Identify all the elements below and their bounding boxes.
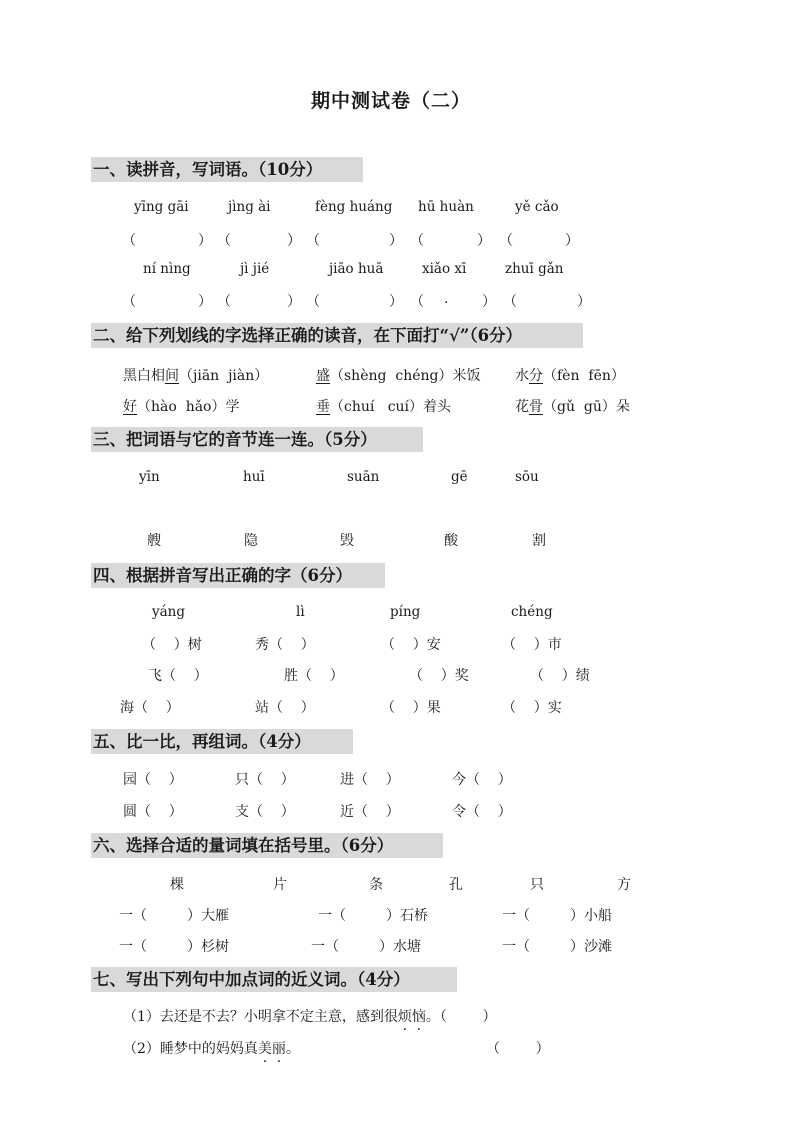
section-7-heading: 七、写出下列句中加点词的近义词。（4分） bbox=[91, 967, 457, 992]
measure-word: 条 bbox=[369, 877, 383, 893]
pinyin-9: xiǎo xī bbox=[422, 261, 467, 277]
homophone-pinyin: chéng bbox=[511, 604, 553, 620]
pronunciation-item[interactable]: 好（hào hǎo）学 bbox=[123, 399, 240, 415]
answer-blank[interactable]: （ bbox=[499, 233, 513, 249]
fill-blank[interactable]: （ ）实 bbox=[502, 700, 562, 716]
homophone-pinyin: píng bbox=[390, 604, 421, 620]
match-character[interactable]: 艘 bbox=[147, 533, 161, 549]
fill-blank[interactable]: 一（ ）杉树 bbox=[119, 939, 230, 955]
pinyin-8: jiāo huā bbox=[329, 261, 384, 277]
homophone-pinyin: yáng bbox=[152, 604, 186, 620]
match-pinyin[interactable]: huī bbox=[243, 469, 265, 485]
fill-blank[interactable]: 近（ ） bbox=[340, 804, 400, 820]
answer-blank[interactable]: ） bbox=[287, 294, 301, 310]
pinyin-5: yě cǎo bbox=[515, 199, 559, 215]
match-pinyin[interactable]: gē bbox=[451, 469, 468, 485]
answer-blank[interactable]: （ bbox=[122, 233, 136, 249]
fill-blank[interactable]: （ ）安 bbox=[381, 637, 441, 653]
measure-word: 只 bbox=[530, 877, 544, 893]
fill-blank[interactable]: 圆（ ） bbox=[123, 804, 183, 820]
pronunciation-item[interactable]: 花骨（gǔ gū）朵 bbox=[515, 399, 630, 415]
pinyin-10: zhuī gǎn bbox=[505, 261, 564, 277]
answer-blank[interactable]: ） bbox=[389, 233, 403, 249]
fill-blank[interactable]: 秀（ ） bbox=[255, 637, 315, 653]
answer-blank[interactable]: ） bbox=[389, 294, 403, 310]
fill-blank[interactable]: 一（ ）水塘 bbox=[311, 939, 422, 955]
match-pinyin[interactable]: yīn bbox=[139, 469, 160, 485]
pronunciation-item[interactable]: 盛（shèng chéng）米饭 bbox=[316, 368, 481, 384]
answer-blank[interactable]: （ bbox=[410, 233, 424, 249]
section-1-heading: 一、读拼音，写词语。（10分） bbox=[91, 157, 363, 182]
pronunciation-item[interactable]: 黑白相间（jiān jiàn） bbox=[123, 368, 269, 384]
answer-blank[interactable]: （ bbox=[122, 294, 136, 310]
fill-blank[interactable]: （ ）市 bbox=[502, 637, 562, 653]
fill-blank[interactable]: 支（ ） bbox=[235, 804, 295, 820]
measure-word: 棵 bbox=[170, 877, 184, 893]
pinyin-3: fèng huáng bbox=[315, 199, 393, 215]
pronunciation-item[interactable]: 水分（fèn fēn） bbox=[515, 368, 625, 384]
fill-blank[interactable]: 胜（ ） bbox=[284, 668, 344, 684]
question-2[interactable]: （2）睡梦中的妈妈真美丽。 bbox=[123, 1041, 300, 1057]
answer-blank[interactable]: ） bbox=[477, 233, 491, 249]
answer-blank[interactable]: ） bbox=[198, 233, 212, 249]
fill-blank[interactable]: （ ）奖 bbox=[409, 668, 469, 684]
fill-blank[interactable]: 飞（ ） bbox=[148, 668, 208, 684]
stray-mark: . bbox=[444, 291, 449, 307]
fill-blank[interactable]: 今（ ） bbox=[452, 772, 512, 788]
measure-word: 片 bbox=[273, 877, 287, 893]
answer-blank[interactable]: ） bbox=[482, 294, 496, 310]
answer-blank[interactable]: （ bbox=[217, 294, 231, 310]
page-title: 期中测试卷（二） bbox=[311, 90, 472, 112]
fill-blank[interactable]: 一（ ）石桥 bbox=[318, 908, 429, 924]
pronunciation-item[interactable]: 垂（chuí cuí）着头 bbox=[316, 399, 452, 415]
answer-blank[interactable]: （ ） bbox=[486, 1041, 550, 1057]
question-1[interactable]: （1）去还是不去？小明拿不定主意，感到很烦恼。（ ） bbox=[123, 1009, 497, 1025]
fill-blank[interactable]: 园（ ） bbox=[123, 772, 183, 788]
match-character[interactable]: 隐 bbox=[244, 533, 258, 549]
section-2-heading: 二、给下列划线的字选择正确的读音，在下面打“√”（6分） bbox=[91, 323, 583, 348]
match-pinyin[interactable]: sōu bbox=[515, 469, 539, 485]
section-5-heading: 五、比一比，再组词。（4分） bbox=[91, 729, 353, 754]
answer-blank[interactable]: ） bbox=[565, 233, 579, 249]
fill-blank[interactable]: （ ）果 bbox=[381, 700, 441, 716]
answer-blank[interactable]: ） bbox=[577, 294, 591, 310]
fill-blank[interactable]: 一（ ）小船 bbox=[502, 908, 613, 924]
fill-blank[interactable]: 进（ ） bbox=[340, 772, 400, 788]
section-6-heading: 六、选择合适的量词填在括号里。（6分） bbox=[91, 833, 443, 858]
answer-blank[interactable]: （ bbox=[217, 233, 231, 249]
fill-blank[interactable]: 令（ ） bbox=[452, 804, 512, 820]
answer-blank[interactable]: （ bbox=[306, 294, 320, 310]
match-character[interactable]: 割 bbox=[532, 533, 546, 549]
answer-blank[interactable]: ） bbox=[287, 233, 301, 249]
pinyin-2: jìng ài bbox=[228, 199, 271, 215]
fill-blank[interactable]: 一（ ）大雁 bbox=[119, 908, 230, 924]
fill-blank[interactable]: 只（ ） bbox=[235, 772, 295, 788]
measure-word: 方 bbox=[617, 877, 631, 893]
pinyin-1: yīng gāi bbox=[134, 199, 189, 215]
pinyin-4: hū huàn bbox=[418, 199, 474, 215]
fill-blank[interactable]: 海（ ） bbox=[120, 700, 180, 716]
answer-blank[interactable]: （ bbox=[503, 294, 517, 310]
pinyin-6: ní nìng bbox=[143, 261, 191, 277]
fill-blank[interactable]: （ ）树 bbox=[142, 637, 202, 653]
match-character[interactable]: 毁 bbox=[340, 533, 354, 549]
section-3-heading: 三、把词语与它的音节连一连。（5分） bbox=[91, 427, 423, 452]
measure-word: 孔 bbox=[449, 877, 463, 893]
match-character[interactable]: 酸 bbox=[444, 533, 458, 549]
section-4-heading: 四、根据拼音写出正确的字（6分） bbox=[91, 563, 385, 588]
answer-blank[interactable]: （ bbox=[410, 294, 424, 310]
answer-blank[interactable]: （ bbox=[306, 233, 320, 249]
match-pinyin[interactable]: suān bbox=[347, 469, 380, 485]
fill-blank[interactable]: 站（ ） bbox=[255, 700, 315, 716]
fill-blank[interactable]: 一（ ）沙滩 bbox=[502, 939, 613, 955]
pinyin-7: jì jié bbox=[240, 261, 270, 277]
answer-blank[interactable]: ） bbox=[198, 294, 212, 310]
fill-blank[interactable]: （ ）绩 bbox=[530, 668, 590, 684]
homophone-pinyin: lì bbox=[296, 604, 305, 620]
